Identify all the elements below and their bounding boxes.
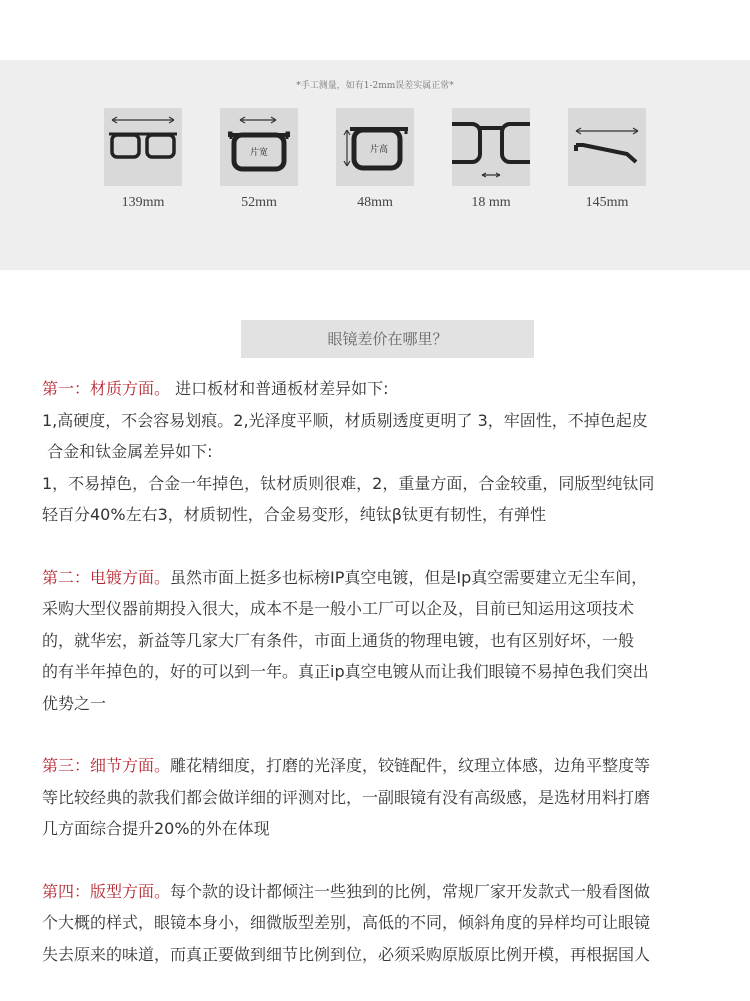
measure-frame-width: 139mm	[93, 108, 193, 211]
bridge-width-icon	[452, 108, 530, 186]
section-title: 眼镜差价在哪里？	[241, 320, 534, 358]
paragraph-line: 的，就华宏，新益等几家大厂有条件，市面上通货的物理电镀，也有区别好坏，一般	[42, 630, 635, 650]
lens-width-icon	[220, 108, 298, 186]
measure-temple-length: 145mm	[557, 108, 657, 211]
paragraph-heading: 第二：电镀方面。	[42, 567, 171, 587]
paragraph-line: 1,高硬度，不会容易划痕。2,光泽度平顺，材质剔透度更明了 3，牢固性，不掉色起皮	[42, 410, 648, 430]
paragraph-line: 第二：电镀方面。虽然市面上挺多也标榜IP真空电镀，但是Ip真空需要建立无尘车间，	[42, 567, 648, 587]
paragraph-line: 等比较经典的款我们都会做详细的评测对比，一副眼镜有没有高级感，是选材用料打磨	[42, 787, 651, 807]
paragraph-line: 轻百分40%左右3，材质韧性，合金易变形，纯钛β钛更有韧性，有弹性	[42, 505, 546, 524]
lens-width-label: 片宽	[249, 148, 268, 158]
paragraph-heading: 第三：细节方面。	[42, 756, 171, 775]
lens-height-icon	[336, 108, 414, 186]
paragraph-line: 采购大型仪器前期投入很大，成本不是一般小工厂可以企及，目前已知运用这项技术	[42, 599, 635, 618]
paragraph-line: 第三：细节方面。雕花精细度，打磨的光泽度，铰链配件，纹理立体感，边角平整度等	[42, 756, 651, 775]
measure-lens-width: 片宽 52mm	[209, 108, 309, 211]
paragraph-line: 几方面综合提升20%的外在体现	[42, 819, 270, 838]
temple-length-icon	[568, 108, 646, 186]
content	[42, 373, 732, 1001]
paragraph-line: 失去原来的味道，而真正要做到细节比例到位，必须采购原版原比例开模，再根据国人	[42, 944, 651, 964]
lens-height-label: 片高	[369, 145, 388, 155]
frame-width-icon	[104, 108, 182, 186]
paragraph-heading: 第四：版型方面。	[42, 881, 171, 901]
paragraph-plating	[42, 562, 732, 720]
paragraph-line: 第四：版型方面。每个款的设计都倾注一些独到的比例，常规厂家开发款式一般看图做	[42, 881, 651, 901]
paragraph-line: 1，不易掉色，合金一年掉色，钛材质则很难，2，重量方面，合金较重，同版型纯钛同	[42, 473, 655, 493]
measurement-note: *手工测量，如有1-2mm误差实属正常*	[296, 81, 454, 91]
paragraph-heading: 第一：材质方面。	[42, 379, 171, 398]
paragraph-line: 优势之一	[42, 693, 107, 713]
measurement-panel	[0, 60, 750, 270]
paragraph-line: 的有半年掉色的，好的可以到一年。真正ip真空电镀从而让我们眼镜不易掉色我们突出	[42, 662, 649, 681]
measure-lens-height: 片高 48mm	[325, 108, 425, 211]
paragraph-line: 第一：材质方面。 进口板材和普通板材差异如下:	[42, 379, 389, 398]
paragraph-line: 个大概的样式，眼镜本身小，细微版型差别，高低的不同，倾斜角度的异样均可让眼镜	[42, 913, 651, 932]
paragraph-details	[42, 750, 732, 845]
paragraph-style	[42, 876, 732, 971]
measure-bridge-width: 18 mm	[441, 108, 541, 211]
paragraph-material	[42, 373, 732, 531]
paragraph-line: 合金和钛金属差异如下:	[42, 442, 213, 461]
